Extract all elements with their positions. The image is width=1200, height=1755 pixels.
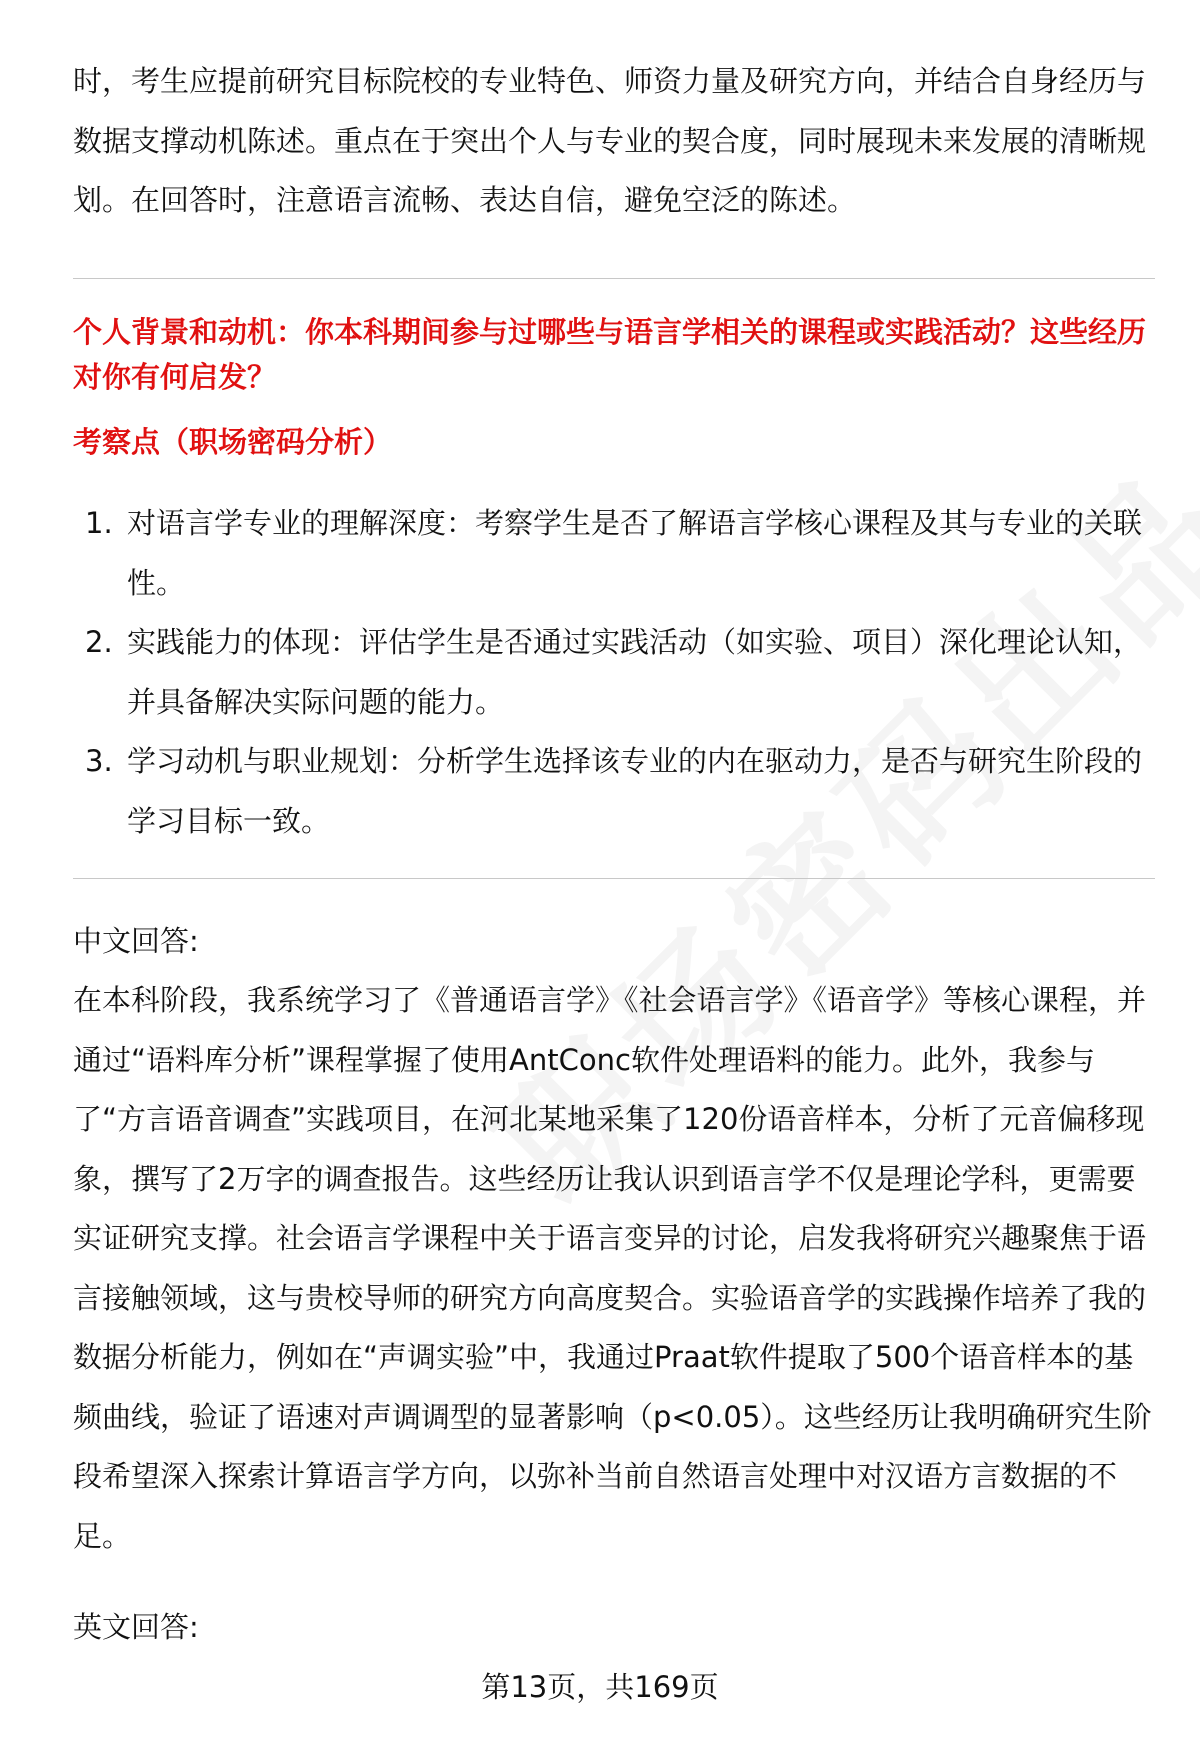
list-item-text: 实践能力的体现：评估学生是否通过实践活动（如实验、项目）深化理论认知，并具备解决实际问题的能力。 xyxy=(127,625,1143,719)
list-item-text: 学习动机与职业规划：分析学生选择该专业的内在驱动力，是否与研究生阶段的学习目标一致。 xyxy=(127,744,1143,838)
assessment-points-list xyxy=(73,494,1155,851)
section-divider xyxy=(73,878,1155,879)
page-number-footer: 第13页，共169页 xyxy=(481,1670,719,1704)
chinese-answer-paragraph: 在本科阶段，我系统学习了《普通语言学》《社会语言学》《语音学》等核心课程，并通过“语料库分析”课程掌握了使用AntConc软件处理语料的能力。此外，我参与了“方言语音调查”实践项目，在河北某地采集了120份语音样本，分析了元音偏移现象，撰写了2万字的调查报告。这些经历让我认识到语言学不仅是理论学科，更需要实证研究支撑。社会语言学课程中关于语言变异的讨论，启发我将研究兴趣聚焦于语言接触领域，这与贵校导师的研究方向高度契合。实验语音学的实践操作培养了我的数据分析能力，例如在“声调实验”中，我通过Praat软件提取了500个语音样本的基频曲线，验证了语速对声调调型的显著影响（p<0.05）。这些经历让我明确研究生阶段希望深入探索计算语言学方向，以弥补当前自然语言处理中对汉语方言数据的不足。 xyxy=(73,983,1152,1553)
question-heading: 个人背景和动机：你本科期间参与过哪些与语言学相关的课程或实践活动？这些经历对你有何启发？ xyxy=(73,315,1147,394)
chinese-answer-label: 中文回答: xyxy=(73,924,199,958)
list-item-number: 3. xyxy=(85,744,113,778)
list-item xyxy=(73,613,1155,732)
list-item xyxy=(73,732,1155,851)
list-item xyxy=(73,494,1155,613)
list-item-number: 1. xyxy=(85,506,113,540)
list-item-text: 对语言学专业的理解深度：考察学生是否了解语言学核心课程及其与专业的关联性。 xyxy=(127,506,1143,600)
assessment-heading: 考察点（职场密码分析） xyxy=(73,425,393,459)
intro-paragraph: 时，考生应提前研究目标院校的专业特色、师资力量及研究方向，并结合自身经历与数据支撑动机陈述。重点在于突出个人与专业的契合度，同时展现未来发展的清晰规划。在回答时，注意语言流畅、表达自信，避免空泛的陈述。 xyxy=(73,64,1147,217)
section-divider xyxy=(73,278,1155,279)
list-item-number: 2. xyxy=(85,625,113,659)
english-answer-label: 英文回答: xyxy=(73,1610,199,1644)
